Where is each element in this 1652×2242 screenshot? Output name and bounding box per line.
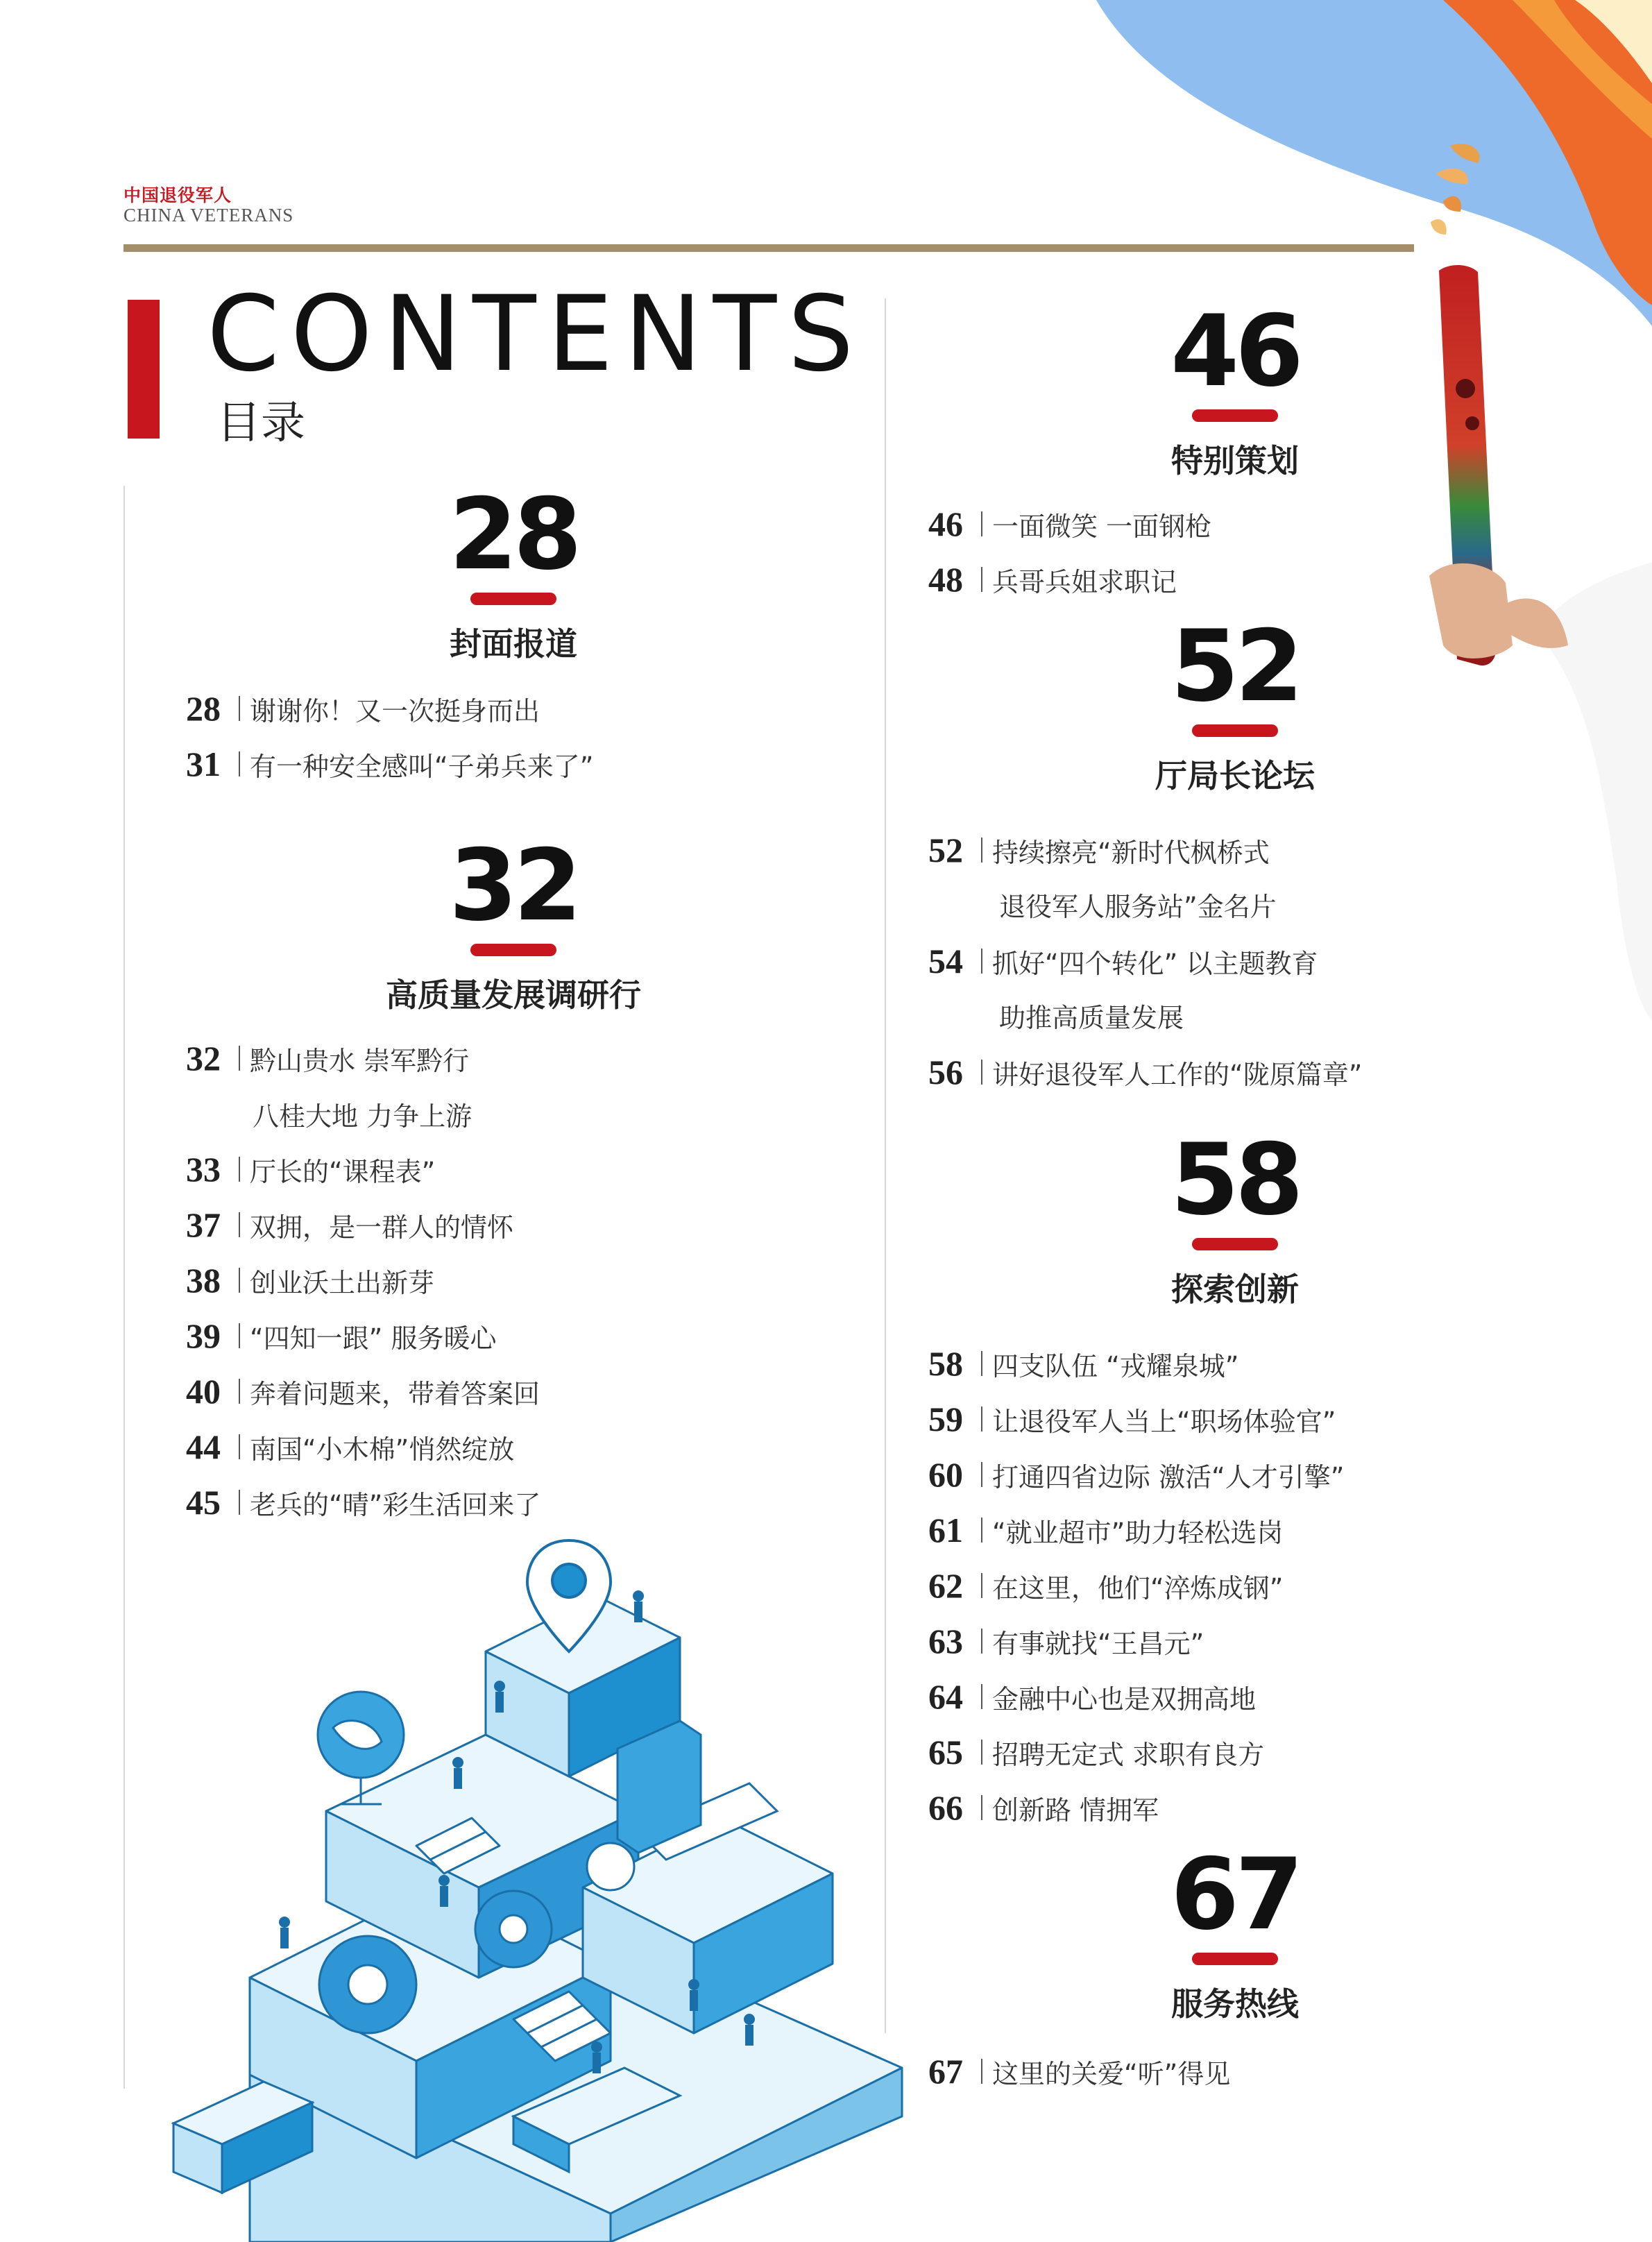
entry-title: 持续擦亮“新时代枫桥式 <box>992 838 1270 868</box>
header-divider <box>124 244 1414 252</box>
section-underline <box>470 593 556 605</box>
page-title: CONTENTS <box>207 274 865 395</box>
entry-title-continued: 退役军人服务站”金名片 <box>999 892 1277 922</box>
toc-entry[interactable] <box>928 559 1177 600</box>
entry-title: 谢谢你！又一次挺身而出 <box>250 696 540 727</box>
toc-entry[interactable] <box>186 1316 496 1356</box>
section-category: 特别策划 <box>1171 442 1299 479</box>
entry-page: 54 <box>928 942 963 980</box>
section-director-forum <box>1041 609 1429 797</box>
entry-page: 63 <box>928 1622 963 1661</box>
section-page-number: 46 <box>1170 294 1300 409</box>
entry-title: 有一种安全感叫“子弟兵来了” <box>250 751 594 782</box>
section-category: 高质量发展调研行 <box>386 976 641 1014</box>
section-research <box>319 829 708 1016</box>
entry-title: 创业沃土出新芽 <box>250 1268 435 1298</box>
section-page-number: 67 <box>1170 1837 1300 1952</box>
section-cover-story <box>319 477 708 665</box>
title-accent-bar <box>128 300 160 439</box>
entry-title: 厅长的“课程表” <box>250 1157 436 1187</box>
section-category: 封面报道 <box>450 625 577 663</box>
section-innovation <box>1041 1123 1429 1310</box>
toc-entry[interactable] <box>928 504 1211 544</box>
entry-page: 60 <box>928 1455 963 1494</box>
toc-entry[interactable] <box>186 1427 514 1467</box>
toc-entry[interactable] <box>928 1732 1264 1772</box>
toc-entry[interactable] <box>928 1787 1159 1828</box>
toc-entry[interactable] <box>928 941 1318 981</box>
section-special-feature <box>1041 294 1429 482</box>
entry-title: 创新路 情拥军 <box>992 1795 1159 1826</box>
entry-page: 64 <box>928 1677 963 1716</box>
section-underline <box>1192 1953 1278 1965</box>
entry-page: 61 <box>928 1511 963 1549</box>
toc-entry[interactable] <box>928 1621 1204 1661</box>
section-category: 探索创新 <box>1171 1271 1299 1308</box>
entry-title: 讲好退役军人工作的“陇原篇章” <box>992 1060 1363 1090</box>
entry-page: 62 <box>928 1566 963 1605</box>
entry-page: 31 <box>186 745 221 783</box>
toc-entry[interactable] <box>186 744 593 784</box>
entry-page: 32 <box>186 1039 221 1078</box>
entry-page: 38 <box>186 1261 221 1300</box>
entry-page: 66 <box>928 1788 963 1827</box>
torch-flame-decoration <box>1422 132 1506 257</box>
entry-page: 58 <box>928 1344 963 1383</box>
toc-entry[interactable] <box>186 688 540 729</box>
entry-title: 兵哥兵姐求职记 <box>992 567 1177 597</box>
entry-title: 这里的关爱“听”得见 <box>992 2059 1231 2089</box>
entry-title: 一面微笑 一面钢枪 <box>992 511 1212 542</box>
section-service-hotline <box>1041 1837 1429 2025</box>
section-category: 服务热线 <box>1171 1985 1299 2023</box>
entry-page: 39 <box>186 1316 221 1355</box>
entry-title: 抓好“四个转化” 以主题教育 <box>992 949 1318 979</box>
toc-entry[interactable] <box>928 1343 1238 1384</box>
section-underline <box>1192 1238 1278 1250</box>
toc-entry[interactable] <box>186 1038 469 1078</box>
entry-title: 黔山贵水 崇军黔行 <box>250 1046 470 1076</box>
entry-page: 45 <box>186 1483 221 1522</box>
entry-title-continued: 八桂大地 力争上游 <box>253 1101 472 1132</box>
torch-in-hand-photo <box>1429 257 1652 1041</box>
brand-name-cn: 中国退役军人 <box>124 185 232 205</box>
section-underline <box>1192 724 1278 737</box>
section-page-number: 28 <box>449 477 578 592</box>
page-subtitle: 目录 <box>216 398 305 449</box>
entry-page: 44 <box>186 1427 221 1466</box>
entry-page: 59 <box>928 1400 963 1438</box>
toc-entry[interactable] <box>928 1676 1256 1717</box>
entry-title: 有事就找“王昌元” <box>992 1629 1204 1659</box>
toc-entry[interactable] <box>928 1399 1336 1439</box>
entry-title: 双拥，是一群人的情怀 <box>250 1212 514 1243</box>
section-category: 厅局长论坛 <box>1155 757 1315 795</box>
toc-entry[interactable] <box>186 1149 435 1189</box>
toc-entry[interactable] <box>186 1371 540 1411</box>
entry-page: 40 <box>186 1372 221 1411</box>
entry-page: 28 <box>186 689 221 728</box>
entry-title: 金融中心也是双拥高地 <box>992 1684 1257 1715</box>
toc-entry[interactable] <box>928 1565 1283 1606</box>
entry-title: 在这里，他们“淬炼成钢” <box>992 1573 1284 1604</box>
entry-title: 南国“小木棉”悄然绽放 <box>250 1434 515 1465</box>
section-page-number: 58 <box>1170 1123 1300 1237</box>
entry-title: “四知一跟” 服务暖心 <box>250 1323 497 1354</box>
entry-page: 33 <box>186 1150 221 1189</box>
toc-entry[interactable] <box>186 1482 540 1522</box>
entry-title: 老兵的“晴”彩生活回来了 <box>250 1490 541 1520</box>
toc-entry[interactable] <box>186 1205 513 1245</box>
isometric-career-city-illustration <box>153 1520 916 2242</box>
toc-entry[interactable] <box>186 1260 434 1300</box>
entry-page: 37 <box>186 1205 221 1244</box>
toc-entry[interactable] <box>928 1454 1344 1495</box>
toc-entry[interactable] <box>928 1052 1362 1092</box>
entry-page: 46 <box>928 504 963 543</box>
left-column-rule <box>124 486 125 2089</box>
entry-page: 48 <box>928 560 963 599</box>
toc-entry[interactable] <box>928 830 1270 870</box>
section-underline <box>1192 409 1278 422</box>
entry-page: 52 <box>928 831 963 869</box>
entry-title: 四支队伍 “戎耀泉城” <box>992 1351 1239 1382</box>
section-underline <box>470 944 556 956</box>
entry-title: 奔着问题来，带着答案回 <box>250 1379 540 1409</box>
entry-title: “就业超市”助力轻松选岗 <box>992 1518 1284 1548</box>
section-page-number: 52 <box>1170 609 1300 724</box>
entry-title: 让退役军人当上“职场体验官” <box>992 1407 1336 1437</box>
toc-entry[interactable] <box>928 1510 1283 1550</box>
entry-title: 招聘无定式 求职有良方 <box>992 1740 1265 1770</box>
entry-page: 67 <box>928 2052 963 2091</box>
entry-title: 打通四省边际 激活“人才引擎” <box>992 1462 1345 1493</box>
brand-name-en: CHINA VETERANS <box>124 205 294 226</box>
entry-page: 56 <box>928 1053 963 1092</box>
entry-page: 65 <box>928 1733 963 1772</box>
toc-entry[interactable] <box>928 2051 1230 2091</box>
section-page-number: 32 <box>449 829 578 943</box>
entry-title-continued: 助推高质量发展 <box>999 1003 1184 1033</box>
